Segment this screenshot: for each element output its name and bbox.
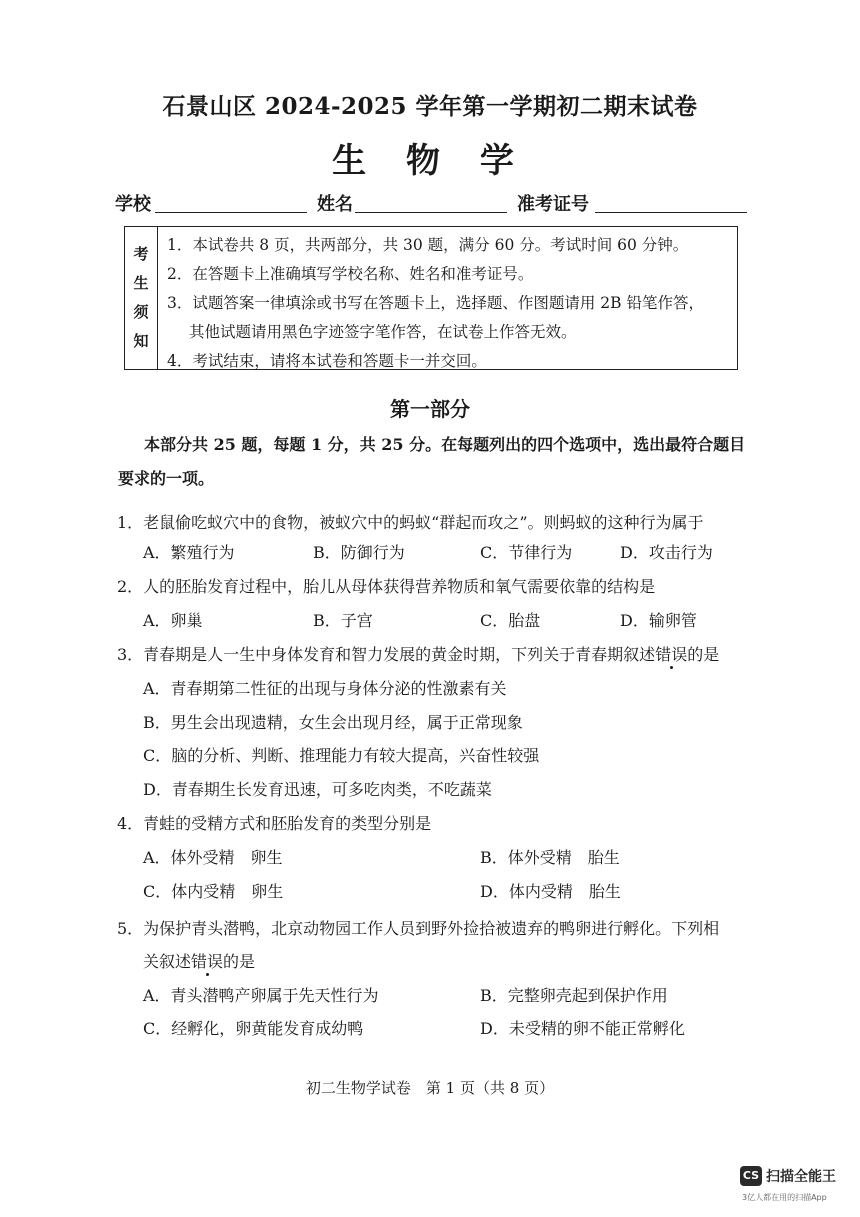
option[interactable]: D．输卵管	[620, 611, 697, 630]
part-one-title: 第一部分	[390, 397, 470, 421]
emphasis-text: 错误	[655, 645, 688, 664]
name-blank[interactable]	[355, 212, 507, 213]
option[interactable]: B．防御行为	[313, 543, 405, 562]
subject-title: 生 物 学	[332, 141, 528, 181]
question-3-option-d[interactable]: D．青春期生长发育迅速，可多吃肉类，不吃蔬菜	[143, 780, 492, 799]
question-5-option-a[interactable]: A．青头潜鸭产卵属于先天性行为	[143, 986, 379, 1005]
school-label: 学校	[115, 194, 151, 215]
watermark-tagline: 3亿人都在用的扫描App	[742, 1193, 827, 1202]
question-1-stem: 1．老鼠偷吃蚁穴中的食物，被蚁穴中的蚂蚁“群起而攻之”。则蚂蚁的这种行为属于	[117, 513, 704, 532]
part-one-intro: 本部分共 25 题，每题 1 分，共 25 分。在每题列出的四个选项中，选出最符合题目要求的一项。	[118, 435, 746, 488]
exam-title: 石景山区 2024-2025 学年第一学期初二期末试卷	[162, 93, 698, 120]
question-5-option-b[interactable]: B．完整卵壳起到保护作用	[480, 986, 668, 1005]
emphasis-text: 错误	[191, 952, 224, 971]
notice-item: 其他试题请用黑色字迹签字笔作答，在试卷上作答无效。	[189, 323, 577, 341]
exam-id-label: 准考证号	[517, 194, 589, 215]
question-1-options	[143, 540, 763, 562]
notice-side-label: 考 生 须 知	[125, 227, 158, 369]
watermark-name: 扫描全能王	[766, 1169, 836, 1185]
exam-id-blank[interactable]	[595, 212, 747, 213]
notice-items	[167, 231, 733, 376]
page-footer: 初二生物学试卷 第 1 页（共 8 页）	[305, 1079, 555, 1097]
option[interactable]: D．攻击行为	[620, 543, 713, 562]
question-4-stem: 4．青蛙的受精方式和胚胎发育的类型分别是	[117, 814, 432, 833]
option[interactable]: A．繁殖行为	[143, 543, 235, 562]
question-3-option-b[interactable]: B．男生会出现遗精，女生会出现月经，属于正常现象	[143, 713, 523, 732]
student-info-row	[115, 188, 755, 218]
notice-item: 1．本试卷共 8 页，共两部分，共 30 题，满分 60 分。考试时间 60 分钟。	[167, 236, 689, 254]
option[interactable]: A．卵巢	[143, 611, 203, 630]
question-2-stem: 2．人的胚胎发育过程中，胎儿从母体获得营养物质和氧气需要依靠的结构是	[117, 577, 656, 596]
question-3-option-c[interactable]: C．脑的分析、判断、推理能力有较大提高，兴奋性较强	[143, 746, 540, 765]
question-3-option-a[interactable]: A．青春期第二性征的出现与身体分泌的性激素有关	[143, 679, 507, 698]
question-5-option-d[interactable]: D．未受精的卵不能正常孵化	[480, 1019, 685, 1038]
option[interactable]: C．胎盘	[480, 611, 541, 630]
question-4-option-a[interactable]: A．体外受精 卵生	[143, 848, 283, 867]
question-5-option-c[interactable]: C．经孵化，卵黄能发育成幼鸭	[143, 1019, 364, 1038]
question-5-stem-line-1: 5．为保护青头潜鸭，北京动物园工作人员到野外捡拾被遗弃的鸭卵进行孵化。下列相	[117, 919, 720, 938]
question-4-option-b[interactable]: B．体外受精 胎生	[480, 848, 620, 867]
option[interactable]: B．子宫	[313, 611, 373, 630]
name-label: 姓名	[317, 194, 353, 215]
option[interactable]: C．节律行为	[480, 543, 573, 562]
notice-item: 4．考试结束，请将本试卷和答题卡一并交回。	[167, 352, 487, 370]
question-3-stem: 3．青春期是人一生中身体发育和智力发展的黄金时期，下列关于青春期叙述错误的是	[117, 645, 720, 664]
question-2-options	[143, 608, 763, 630]
notice-item: 2．在答题卡上准确填写学校名称、姓名和准考证号。	[167, 265, 534, 283]
school-blank[interactable]	[155, 212, 307, 213]
question-4-option-c[interactable]: C．体内受精 卵生	[143, 882, 284, 901]
camscanner-logo-icon: CS	[740, 1166, 762, 1186]
question-5-stem-line-2: 关叙述错误的是	[143, 952, 256, 971]
notice-item: 3．试题答案一律填涂或书写在答题卡上，选择题、作图题请用 2B 铅笔作答，	[167, 294, 704, 312]
question-4-option-d[interactable]: D．体内受精 胎生	[480, 882, 621, 901]
exam-notice-box	[124, 226, 738, 370]
